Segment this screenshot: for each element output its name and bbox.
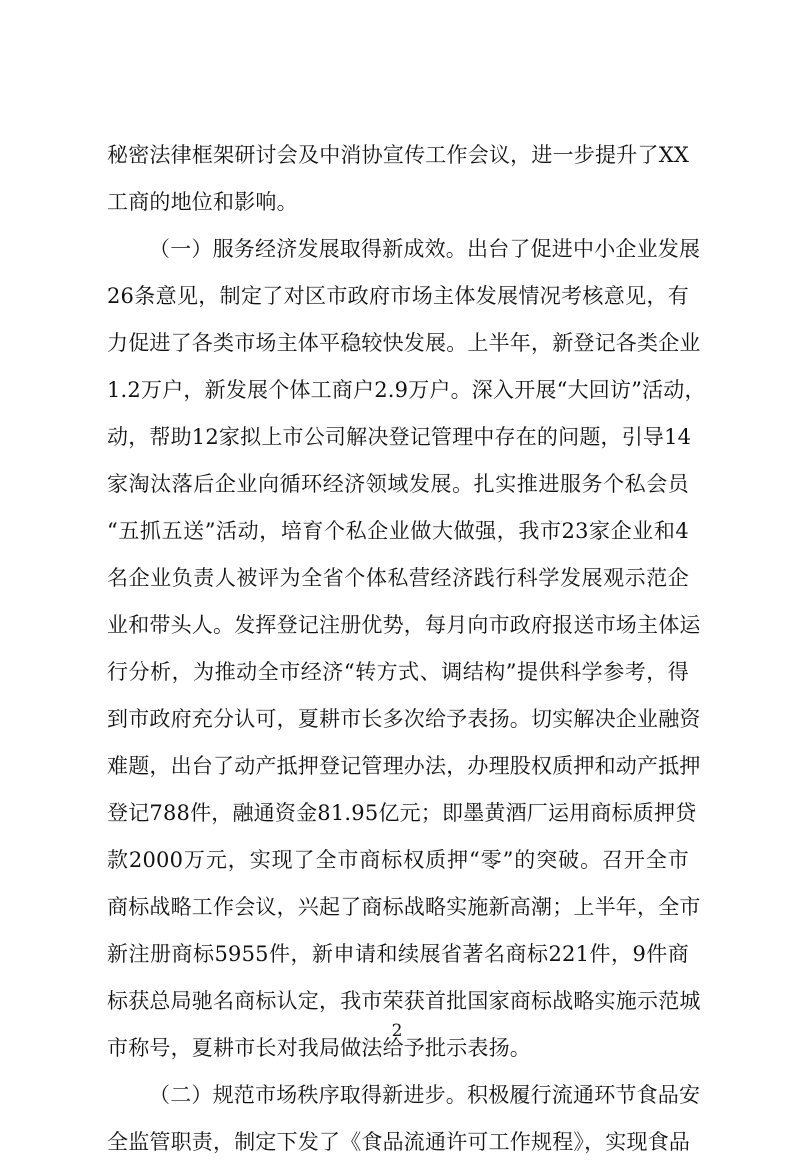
text-line: 登记788件，融通资金81.95亿元；即墨黄酒厂运用商标质押贷 <box>107 801 697 825</box>
text-line: 家淘汰落后企业向循环经济领域发展。扎实推进服务个私会员 <box>107 472 689 496</box>
text-line: 1.2万户，新发展个体工商户2.9万户。深入开展“大回访”活动， <box>107 378 706 402</box>
text-line: 新注册商标5955件，新申请和续展省著名商标221件，9件商 <box>107 942 689 966</box>
text-line: 行分析，为推动全市经济“转方式、调结构”提供科学参考，得 <box>107 660 689 684</box>
text-line: 秘密法律框架研讨会及中消协宣传工作会议，进一步提升了XX <box>107 143 689 167</box>
text-line: 名企业负责人被评为全省个体私营经济践行科学发展观示范企 <box>107 566 689 590</box>
text-line: 力促进了各类市场主体平稳较快发展。上半年，新登记各类企业 <box>107 331 701 355</box>
paragraph-heading-line: （二）规范市场秩序取得新进步。积极履行流通环节食品安 <box>149 1083 701 1107</box>
text-line: 26条意见，制定了对区市政府市场主体发展情况考核意见，有 <box>107 284 689 308</box>
text-line: 市称号，夏耕市长对我局做法给予批示表扬。 <box>107 1036 531 1060</box>
text-line: 业和带头人。发挥登记注册优势，每月向市政府报送市场主体运 <box>107 613 701 637</box>
page-number: 2 <box>391 1021 403 1041</box>
text-line: 到市政府充分认可，夏耕市长多次给予表扬。切实解决企业融资 <box>107 707 701 731</box>
text-line: 工商的地位和影响。 <box>107 190 298 214</box>
text-line: 全监管职责，制定下发了《食品流通许可工作规程》，实现食品 <box>107 1130 691 1154</box>
paragraph-heading-line: （一）服务经济发展取得新成效。出台了促进中小企业发展 <box>149 237 701 261</box>
text-line: 商标战略工作会议，兴起了商标战略实施新高潮；上半年，全市 <box>107 895 701 919</box>
text-line: 动，帮助12家拟上市公司解决登记管理中存在的问题，引导14 <box>107 425 692 449</box>
text-line: 款2000万元，实现了全市商标权质押“零”的突破。召开全市 <box>107 848 689 872</box>
text-line: 难题，出台了动产抵押登记管理办法，办理股权质押和动产抵押 <box>107 754 701 778</box>
body-text <box>107 132 706 1166</box>
text-line: 标获总局驰名商标认定，我市荣获首批国家商标战略实施示范城 <box>107 989 701 1013</box>
text-line: “五抓五送”活动，培育个私企业做大做强，我市23家企业和4 <box>107 519 689 543</box>
